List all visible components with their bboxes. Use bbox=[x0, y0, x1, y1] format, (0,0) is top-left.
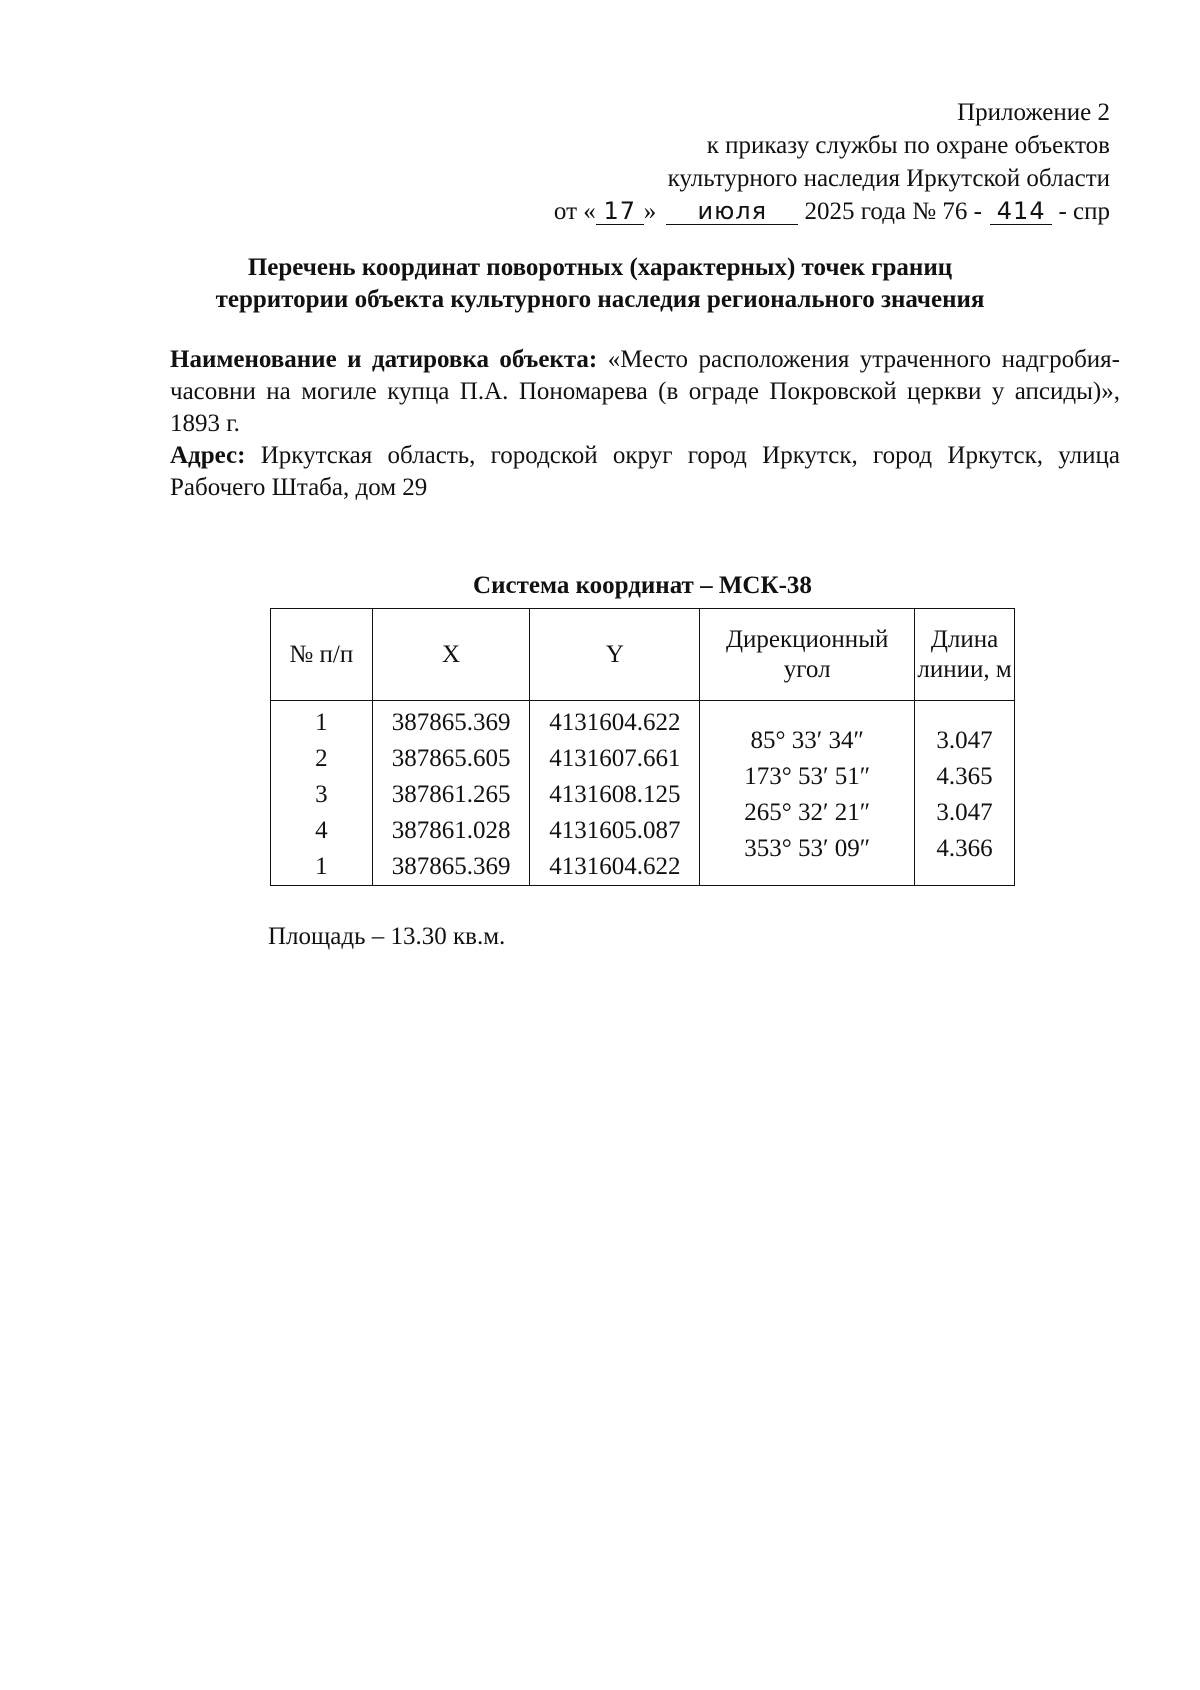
length-value: 4.365 bbox=[936, 763, 993, 790]
header-direction-angle: Дирекционный угол bbox=[700, 609, 915, 701]
y-value: 4131604.622 bbox=[549, 709, 681, 736]
object-name-label: Наименование и датировка объекта: bbox=[170, 346, 598, 373]
title-line-2: территории объекта культурного наследия регионального значения bbox=[215, 286, 985, 313]
document-title bbox=[150, 252, 1050, 316]
x-coordinate-cell bbox=[372, 701, 530, 886]
title-line-1: Перечень координат поворотных (характерных) точек границ bbox=[247, 254, 953, 281]
y-coordinate-cell bbox=[530, 701, 700, 886]
y-value: 4131604.622 bbox=[549, 853, 681, 880]
date-prefix: от « bbox=[553, 198, 596, 225]
angle-value: 265° 32′ 21″ bbox=[744, 799, 871, 826]
header-x: X bbox=[372, 609, 530, 701]
order-reference-line-1: к приказу службы по охране объектов bbox=[706, 132, 1110, 159]
appendix-header bbox=[554, 96, 1110, 228]
point-number: 4 bbox=[315, 817, 328, 844]
x-value: 387865.369 bbox=[391, 709, 511, 736]
appendix-number: Приложение 2 bbox=[957, 99, 1110, 126]
length-value: 4.366 bbox=[936, 835, 993, 862]
table-header-row bbox=[271, 609, 1015, 701]
date-mid: » bbox=[643, 198, 657, 225]
object-description bbox=[170, 344, 1120, 504]
handwritten-day: 17 bbox=[596, 198, 644, 225]
address-value: Иркутская область, городской округ город Иркутск, город Иркутск, улица Рабочего Штаба, дом 29 bbox=[170, 442, 1121, 501]
handwritten-month: июля bbox=[666, 198, 798, 225]
area-text: Площадь – 13.30 кв.м. bbox=[268, 923, 506, 950]
y-value: 4131605.087 bbox=[549, 817, 681, 844]
line-length-cell bbox=[915, 701, 1015, 886]
order-reference-line-2: культурного наследия Иркутской области bbox=[667, 165, 1110, 192]
angle-value: 353° 53′ 09″ bbox=[744, 835, 871, 862]
order-date-line bbox=[554, 195, 1110, 228]
length-value: 3.047 bbox=[936, 727, 993, 754]
length-value: 3.047 bbox=[936, 799, 993, 826]
angle-value: 173° 53′ 51″ bbox=[744, 763, 871, 790]
direction-angle-cell bbox=[700, 701, 915, 886]
order-year-text: 2025 года № 76 - bbox=[804, 198, 982, 225]
x-value: 387865.369 bbox=[391, 853, 511, 880]
y-value: 4131608.125 bbox=[549, 781, 681, 808]
address-label: Адрес: bbox=[170, 442, 246, 469]
object-name-value: «Место расположения утраченного надгробия-часовни на могиле купца П.А. Пономарева (в ограде Покровской церкви у апсиды)», 1893 г. bbox=[170, 346, 1120, 437]
x-value: 387861.028 bbox=[391, 817, 511, 844]
coordinate-system-caption: Система координат – МСК-38 bbox=[473, 572, 812, 599]
point-number: 1 bbox=[315, 709, 328, 736]
coordinates-table bbox=[270, 608, 1015, 886]
object-address-paragraph bbox=[170, 440, 1120, 504]
point-number: 3 bbox=[315, 781, 328, 808]
x-value: 387861.265 bbox=[391, 781, 511, 808]
order-suffix: - спр bbox=[1058, 198, 1110, 225]
header-y: Y bbox=[530, 609, 700, 701]
object-name-paragraph bbox=[170, 344, 1120, 440]
y-value: 4131607.661 bbox=[549, 745, 681, 772]
x-value: 387865.605 bbox=[391, 745, 511, 772]
angle-value: 85° 33′ 34″ bbox=[750, 727, 864, 754]
point-number-cell bbox=[271, 701, 373, 886]
header-line-length: Длина линии, м bbox=[915, 609, 1015, 701]
point-number: 2 bbox=[315, 745, 328, 772]
table-body-row bbox=[271, 701, 1015, 886]
handwritten-order-number: 414 bbox=[990, 198, 1052, 225]
header-point-number: № п/п bbox=[271, 609, 373, 701]
point-number: 1 bbox=[315, 853, 328, 880]
